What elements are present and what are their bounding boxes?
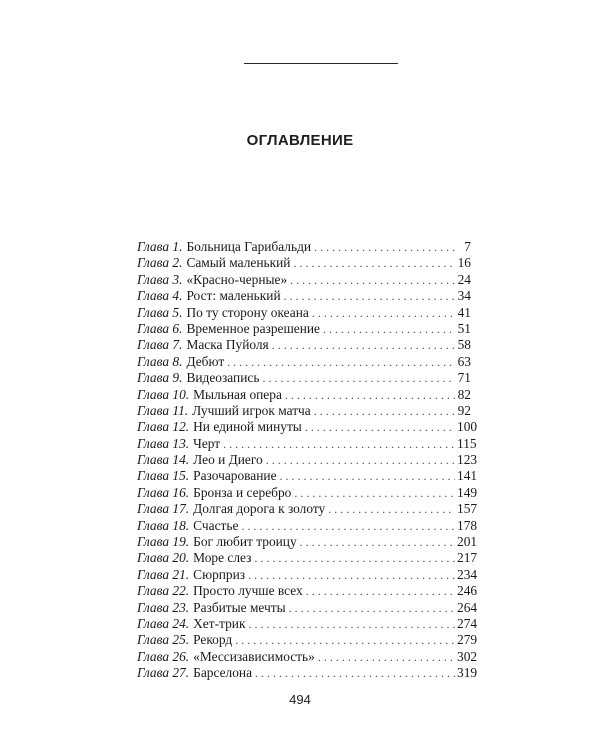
toc-entry <box>137 615 478 632</box>
chapter-word: Глава <box>137 632 170 648</box>
chapter-number: 8. <box>172 353 183 369</box>
dot-leader <box>314 403 455 419</box>
dot-leader <box>223 436 455 452</box>
chapter-word: Глава <box>137 402 170 418</box>
chapter-word: Глава <box>137 386 170 402</box>
chapter-page: 319 <box>457 665 478 681</box>
chapter-page: 16 <box>457 255 471 271</box>
chapter-title: Лео и Диего <box>193 452 263 468</box>
chapter-word: Глава <box>137 534 170 550</box>
chapter-number: 25. <box>172 632 190 648</box>
chapter-number: 12. <box>172 419 190 435</box>
toc-entry <box>137 321 471 337</box>
toc-entry <box>137 632 478 648</box>
chapter-label <box>137 583 189 599</box>
dot-leader <box>289 600 455 616</box>
toc-entry <box>137 452 478 468</box>
dot-leader <box>248 567 455 583</box>
chapter-number: 14. <box>172 452 190 468</box>
chapter-word: Глава <box>137 484 170 500</box>
chapter-title: Черт <box>193 435 221 451</box>
chapter-label <box>137 305 182 321</box>
chapter-number: 21. <box>172 566 190 582</box>
chapter-page: 274 <box>457 615 478 631</box>
chapter-word: Глава <box>137 435 170 451</box>
chapter-label <box>137 436 189 452</box>
dot-leader <box>284 288 455 304</box>
chapter-word: Глава <box>137 615 170 631</box>
toc-entry <box>137 387 471 403</box>
chapter-page: 141 <box>457 468 478 484</box>
chapter-label <box>137 501 189 517</box>
chapter-title: Рекорд <box>193 632 233 648</box>
top-rule <box>244 63 398 64</box>
chapter-label <box>137 649 189 665</box>
chapter-title: Больница Гарибальди <box>186 239 312 254</box>
chapter-page: 115 <box>457 435 477 451</box>
chapter-page: 217 <box>457 550 478 566</box>
dot-leader <box>318 649 455 665</box>
dot-leader <box>293 255 455 271</box>
chapter-label <box>137 600 189 616</box>
chapter-number: 1. <box>172 239 183 254</box>
chapter-word: Глава <box>137 239 170 254</box>
dot-leader <box>280 468 455 484</box>
chapter-word: Глава <box>137 288 170 304</box>
chapter-word: Глава <box>137 255 170 271</box>
chapter-word: Глава <box>137 271 170 287</box>
chapter-label <box>137 403 188 419</box>
chapter-title: Море слез <box>193 550 252 566</box>
chapter-label <box>137 485 189 501</box>
chapter-label <box>137 567 189 583</box>
chapter-label <box>137 616 189 632</box>
toc-entry <box>137 419 478 435</box>
dot-leader <box>306 583 455 599</box>
chapter-number: 7. <box>172 337 183 353</box>
chapter-number: 13. <box>172 435 190 451</box>
chapter-page: 279 <box>457 632 478 648</box>
dot-leader <box>294 485 455 501</box>
toc-entry <box>137 288 471 304</box>
toc-entry <box>137 501 478 517</box>
page-number: 494 <box>289 692 311 707</box>
dot-leader <box>323 321 455 337</box>
dot-leader <box>272 337 455 353</box>
chapter-label <box>137 321 182 337</box>
chapter-title: Ни единой минуты <box>193 419 302 435</box>
chapter-label <box>137 534 189 550</box>
toc-entry <box>137 370 471 386</box>
chapter-title: Временное разрешение <box>186 320 321 336</box>
chapter-word: Глава <box>137 419 170 435</box>
chapter-label <box>137 518 189 534</box>
chapter-number: 3. <box>172 271 183 287</box>
dot-leader <box>305 419 455 435</box>
toc-entry <box>137 599 478 616</box>
chapter-label <box>137 255 182 271</box>
chapter-number: 9. <box>172 370 183 386</box>
dot-leader <box>328 501 455 517</box>
chapter-title: Долгая дорога к золоту <box>193 501 326 517</box>
toc-entry <box>137 239 471 255</box>
toc-entry <box>137 648 478 665</box>
toc-entry <box>137 484 478 501</box>
chapter-number: 18. <box>172 517 190 533</box>
chapter-title: По ту сторону океана <box>186 304 309 320</box>
chapter-title: Бог любит троицу <box>193 534 297 550</box>
chapter-label <box>137 550 189 566</box>
chapter-page: 157 <box>457 501 478 517</box>
chapter-number: 5. <box>172 304 183 320</box>
chapter-number: 17. <box>172 501 190 517</box>
dot-leader <box>300 534 455 550</box>
chapter-number: 4. <box>172 288 183 304</box>
chapter-title: Разочарование <box>193 468 277 484</box>
chapter-title: Маска Пуйоля <box>186 337 269 353</box>
chapter-page: 264 <box>457 599 478 615</box>
chapter-page: 63 <box>457 353 471 369</box>
chapter-page: 92 <box>457 402 471 418</box>
chapter-number: 19. <box>172 534 190 550</box>
dot-leader <box>262 370 455 386</box>
chapter-number: 2. <box>172 255 183 271</box>
chapter-word: Глава <box>137 501 170 517</box>
chapter-word: Глава <box>137 370 170 386</box>
chapter-word: Глава <box>137 665 170 681</box>
chapter-title: Хет-трик <box>193 615 246 631</box>
chapter-page: 178 <box>457 517 478 533</box>
toc-heading: ОГЛАВЛЕНИЕ <box>246 132 354 149</box>
chapter-page: 7 <box>464 239 471 254</box>
chapter-label <box>137 419 189 435</box>
chapter-page: 24 <box>457 271 471 287</box>
chapter-label <box>137 370 182 386</box>
toc-entry <box>137 583 478 599</box>
dot-leader <box>290 272 455 288</box>
chapter-word: Глава <box>137 304 170 320</box>
chapter-label <box>137 452 189 468</box>
chapter-page: 100 <box>457 419 478 435</box>
dot-leader <box>285 387 455 403</box>
chapter-page: 51 <box>457 320 471 336</box>
chapter-number: 27. <box>172 665 190 681</box>
chapter-label <box>137 288 182 304</box>
chapter-label <box>137 337 182 353</box>
chapter-title: Самый маленький <box>186 255 291 271</box>
chapter-word: Глава <box>137 320 170 336</box>
chapter-label <box>137 387 189 403</box>
chapter-label <box>137 665 189 681</box>
chapter-title: Просто лучше всех <box>193 583 303 599</box>
chapter-label <box>137 354 182 370</box>
dot-leader <box>255 665 455 681</box>
chapter-word: Глава <box>137 468 170 484</box>
chapter-title: «Красно-черные» <box>186 271 288 287</box>
chapter-page: 58 <box>457 337 471 353</box>
chapter-title: Разбитые мечты <box>193 599 286 615</box>
dot-leader <box>314 239 455 255</box>
toc-entry <box>137 435 477 452</box>
chapter-label <box>137 272 182 288</box>
toc-entry <box>137 403 471 419</box>
chapter-label <box>137 239 182 255</box>
chapter-title: Барселона <box>193 665 253 681</box>
chapter-page: 71 <box>457 370 471 386</box>
chapter-number: 24. <box>172 615 190 631</box>
chapter-number: 15. <box>172 468 190 484</box>
chapter-page: 123 <box>457 452 478 468</box>
chapter-word: Глава <box>137 517 170 533</box>
chapter-title: Видеозапись <box>186 370 260 386</box>
chapter-word: Глава <box>137 648 170 664</box>
chapter-number: 23. <box>172 599 190 615</box>
chapter-number: 10. <box>172 386 190 402</box>
toc-entry <box>137 534 478 550</box>
chapter-number: 26. <box>172 648 190 664</box>
toc-entry <box>137 354 471 370</box>
chapter-page: 246 <box>457 583 478 599</box>
chapter-number: 6. <box>172 320 183 336</box>
chapter-title: Лучший игрок матча <box>192 402 311 418</box>
chapter-word: Глава <box>137 452 170 468</box>
chapter-page: 82 <box>457 386 471 402</box>
chapter-page: 302 <box>457 648 478 664</box>
chapter-word: Глава <box>137 566 170 582</box>
toc-entry <box>137 517 478 534</box>
chapter-page: 149 <box>457 484 478 500</box>
toc-entry <box>137 255 471 271</box>
chapter-number: 16. <box>172 484 190 500</box>
dot-leader <box>235 632 455 648</box>
chapter-page: 234 <box>457 566 478 582</box>
toc-entry <box>137 566 478 583</box>
toc-entry <box>137 305 471 321</box>
toc-entry <box>137 337 471 353</box>
dot-leader <box>254 550 455 566</box>
chapter-page: 201 <box>457 534 478 550</box>
chapter-word: Глава <box>137 599 170 615</box>
dot-leader <box>227 354 455 370</box>
chapter-title: Счастье <box>193 517 239 533</box>
chapter-word: Глава <box>137 353 170 369</box>
chapter-title: Рост: маленький <box>186 288 281 304</box>
chapter-label <box>137 632 189 648</box>
dot-leader <box>266 452 455 468</box>
chapter-number: 22. <box>172 583 190 599</box>
toc-entry <box>137 665 478 681</box>
chapter-word: Глава <box>137 337 170 353</box>
chapter-title: Мыльная опера <box>193 386 282 402</box>
toc-entry <box>137 468 478 484</box>
chapter-word: Глава <box>137 583 170 599</box>
chapter-title: Бронза и серебро <box>193 484 292 500</box>
toc-entry <box>137 550 478 566</box>
chapter-label <box>137 468 189 484</box>
chapter-title: Сюрприз <box>193 566 246 582</box>
dot-leader <box>248 616 455 632</box>
chapter-title: «Мессизависимость» <box>193 648 315 664</box>
chapter-page: 34 <box>457 288 471 304</box>
toc-entry <box>137 272 471 288</box>
toc-list <box>137 239 478 682</box>
chapter-number: 11. <box>172 402 189 418</box>
chapter-title: Дебют <box>186 353 225 369</box>
chapter-number: 20. <box>172 550 190 566</box>
dot-leader <box>241 518 455 534</box>
chapter-page: 41 <box>457 304 471 320</box>
dot-leader <box>312 305 455 321</box>
chapter-word: Глава <box>137 550 170 566</box>
